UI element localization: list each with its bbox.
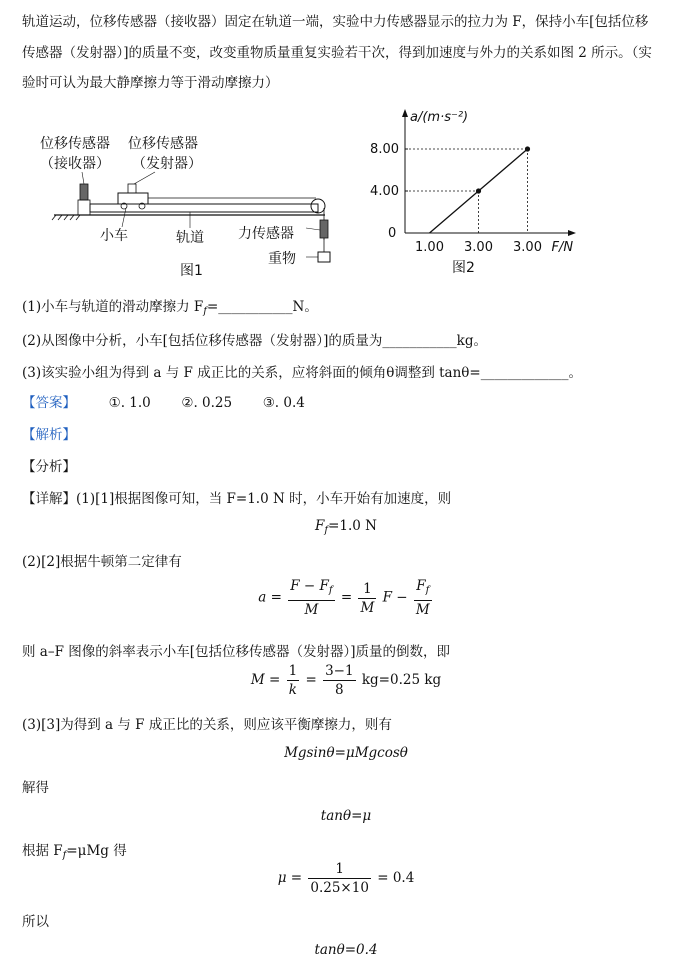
fig1-receiver-label-1: 位移传感器 [40,136,110,152]
fig1-track-label: 轨道 [176,230,204,246]
question-1: (1)小车与轨道的滑动摩擦力 $F_f=\_\_\_\_\_\_\_\_\_\_\_N$。 [22,299,318,317]
fig1-force-sensor-label: 力传感器 [238,226,294,242]
x-tick-label: 3.00 [513,240,542,255]
answer-line [22,391,305,411]
fig2-caption: 图2 [452,260,475,276]
y-tick-label: 8.00 [370,142,399,157]
x-tick-label: 1.00 [415,240,444,255]
track [90,204,318,212]
weight [318,252,330,262]
receiver-sensor [80,184,88,200]
fig1-caption: 图1 [180,263,203,279]
emitter-sensor [128,184,136,193]
chart-origin-label: 0 [388,226,397,241]
analysis-sub-tag: 【分析】 [22,459,76,475]
detail-p2: (2)[2]根据牛顿第二定律有 [22,554,182,570]
data-point [476,188,481,193]
detail-p3: 则 a–F 图像的斜率表示小车[包括位移传感器（发射器）]质量的倒数，即 [22,644,451,660]
y-tick-label: 4.00 [370,184,399,199]
equation-4: Mgsinθ=μMgcosθ [284,745,408,761]
answer-2: ②. 0.25 [181,395,233,411]
detail-p1: 【详解】(1)[1]根据图像可知，当 F=1.0 N 时，小车开始有加速度，则 [22,491,452,507]
fig1-emitter-label-1: 位移传感器 [128,136,198,152]
intro-line-3: 验时可认为最大静摩擦力等于滑动摩擦力） [22,75,279,91]
intro-line-2: 传感器（发射器）]的质量不变，改变重物质量重复实验若干次，得到加速度与外力的关系如图 2 所示。（实 [22,45,652,61]
data-point [525,146,530,151]
detail-p7: 所以 [22,914,49,930]
force-sensor [320,220,328,238]
equation-2: a = $\frac{F - F_f}{M}$ = $\frac{1}{M}$ F − $\frac{F_f}{M}$ [258,578,430,618]
analysis-tag: 【解析】 [22,427,76,443]
detail-p6: 根据 $F_f=\mu Mg$ 得 [22,843,127,861]
figure-2-chart [360,105,590,285]
fig1-emitter-label-2: （发射器） [132,156,202,172]
chart-y-label: a/(m·s⁻²) [410,110,469,125]
question-2: (2)从图像中分析，小车[包括位移传感器（发射器）]的质量为___________kg。 [22,333,487,349]
fig1-receiver-label-2: （接收器） [40,156,110,172]
equation-3: M = $\frac{1}{k}$ = $\frac{3-1}{8}$ kg=0.25 kg [250,663,442,698]
cart [118,193,148,204]
answer-tag: 【答案】 [22,395,76,411]
answer-3: ③. 0.4 [262,395,305,411]
detail-p4: (3)[3]为得到 a 与 F 成正比的关系，则应该平衡摩擦力，则有 [22,717,392,733]
detail-p5: 解得 [22,780,49,796]
equation-6: μ = $\frac{1}{0.25\times 10}$ = 0.4 [277,861,415,896]
chart-x-label: F/N [551,240,574,255]
intro-line-1: 轨道运动，位移传感器（接收器）固定在轨道一端，实验中力传感器显示的拉力为 F，保持小车[包括位移 [22,14,649,30]
question-3: (3)该实验小组为得到 a 与 F 成正比的关系，应将斜面的倾角θ调整到 tanθ=_____________。 [22,365,582,381]
figure-1-apparatus [40,130,360,285]
equation-1: $F_f=1.0$ N [315,518,377,536]
answer-1: ①. 1.0 [108,395,151,411]
fig1-weight-label: 重物 [268,251,296,267]
x-tick-label: 3.00 [464,240,493,255]
fig1-cart-label: 小车 [100,228,128,244]
equation-5: tanθ=μ [320,808,372,824]
equation-7: tanθ=0.4 [314,942,378,958]
